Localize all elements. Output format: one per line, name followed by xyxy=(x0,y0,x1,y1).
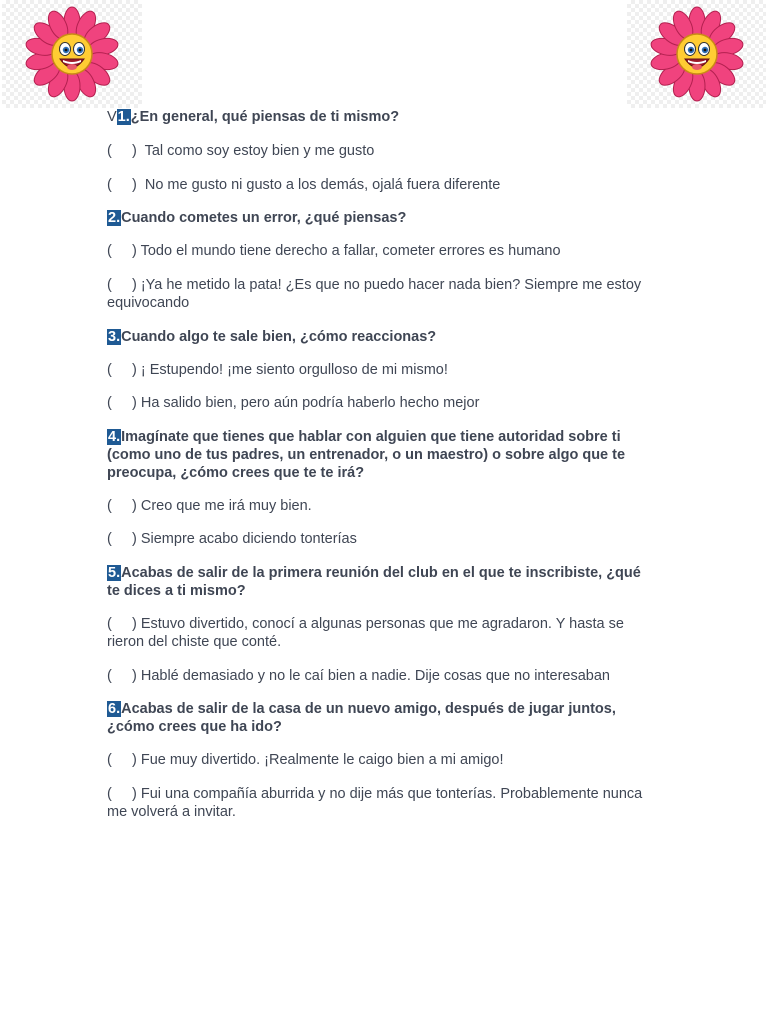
answer-blank[interactable]: ( ) xyxy=(107,243,137,259)
question-number: 4. xyxy=(108,428,121,445)
question-text: ¿En general, qué piensas de ti mismo? xyxy=(130,109,400,125)
question-number: 1. xyxy=(117,109,130,125)
answer-option[interactable] xyxy=(107,785,655,822)
answer-text: Estuvo divertido, conocí a algunas personas que me agradaron. Y hasta se rieron del chiste que conté. xyxy=(107,615,624,650)
flower-decoration-left xyxy=(2,0,142,108)
answer-option[interactable] xyxy=(107,276,655,313)
answer-blank[interactable]: ( ) xyxy=(107,497,137,514)
smiling-flower-icon xyxy=(647,4,747,104)
answer-option[interactable] xyxy=(107,176,655,195)
question-text: Acabas de salir de la casa de un nuevo amigo, después de jugar juntos, ¿cómo crees que ha ido? xyxy=(107,701,616,735)
answer-option[interactable] xyxy=(107,751,655,770)
question-text: Cuando cometes un error, ¿qué piensas? xyxy=(121,210,407,226)
question-1 xyxy=(107,108,655,126)
answer-blank[interactable]: ( ) xyxy=(107,785,137,802)
answer-blank[interactable]: ( ) xyxy=(107,395,137,411)
question-4 xyxy=(107,428,655,482)
answer-option[interactable] xyxy=(107,394,655,413)
question-number: 2. xyxy=(108,210,121,226)
answer-blank[interactable]: ( ) xyxy=(107,667,137,684)
answer-option[interactable] xyxy=(107,667,655,686)
answer-text: Ha salido bien, pero aún podría haberlo hecho mejor xyxy=(140,395,480,411)
answer-blank[interactable]: ( ) xyxy=(107,143,137,159)
answer-blank[interactable]: ( ) xyxy=(107,615,137,632)
answer-text: ¡ Estupendo! ¡me siento orgulloso de mi mismo! xyxy=(140,361,448,378)
question-text: Acabas de salir de la primera reunión del club en el que te inscribiste, ¿qué te dices a ti mismo? xyxy=(107,564,641,599)
answer-text: Hablé demasiado y no le caí bien a nadie. Dije cosas que no interesaban xyxy=(140,667,610,684)
answer-blank[interactable]: ( ) xyxy=(107,176,137,193)
question-6 xyxy=(107,700,655,736)
question-number: 5. xyxy=(108,564,121,581)
question-2 xyxy=(107,209,655,227)
stray-prefix: V xyxy=(107,109,117,125)
answer-option[interactable] xyxy=(107,242,655,261)
answer-blank[interactable]: ( ) xyxy=(107,361,137,378)
question-number: 3. xyxy=(108,328,121,345)
answer-text: Siempre acabo diciendo tonterías xyxy=(140,531,357,547)
question-number: 6. xyxy=(108,701,121,717)
answer-blank[interactable]: ( ) xyxy=(107,752,137,768)
answer-text: Creo que me irá muy bien. xyxy=(140,497,312,514)
question-text: Imagínate que tienes que hablar con alguien que tiene autoridad sobre ti (como uno de tus padres, un entrenador, o un maestro) o sobre algo que te preocupa, ¿cómo crees que te te irá? xyxy=(107,428,626,481)
question-3 xyxy=(107,328,655,346)
flower-decoration-right xyxy=(627,0,766,108)
answer-blank[interactable]: ( ) xyxy=(107,276,137,293)
answer-blank[interactable]: ( ) xyxy=(107,531,137,547)
answer-option[interactable] xyxy=(107,361,655,380)
answer-option[interactable] xyxy=(107,142,655,161)
answer-option[interactable] xyxy=(107,497,655,516)
answer-text: Tal como soy estoy bien y me gusto xyxy=(136,143,375,159)
question-text: Cuando algo te sale bien, ¿cómo reaccionas? xyxy=(121,328,437,345)
answer-option[interactable] xyxy=(107,615,655,652)
answer-text: ¡Ya he metido la pata! ¿Es que no puedo hacer nada bien? Siempre me estoy equivocando xyxy=(107,276,642,311)
answer-text: Fui una compañía aburrida y no dije más que tonterías. Probablemente nunca me volverá a invitar. xyxy=(107,785,643,820)
answer-option[interactable] xyxy=(107,530,655,549)
question-5 xyxy=(107,564,655,600)
answer-text: No me gusto ni gusto a los demás, ojalá fuera diferente xyxy=(136,176,501,193)
questionnaire xyxy=(107,106,655,822)
answer-text: Fue muy divertido. ¡Realmente le caigo bien a mi amigo! xyxy=(140,752,504,768)
answer-text: Todo el mundo tiene derecho a fallar, cometer errores es humano xyxy=(140,243,561,259)
smiling-flower-icon xyxy=(22,4,122,104)
